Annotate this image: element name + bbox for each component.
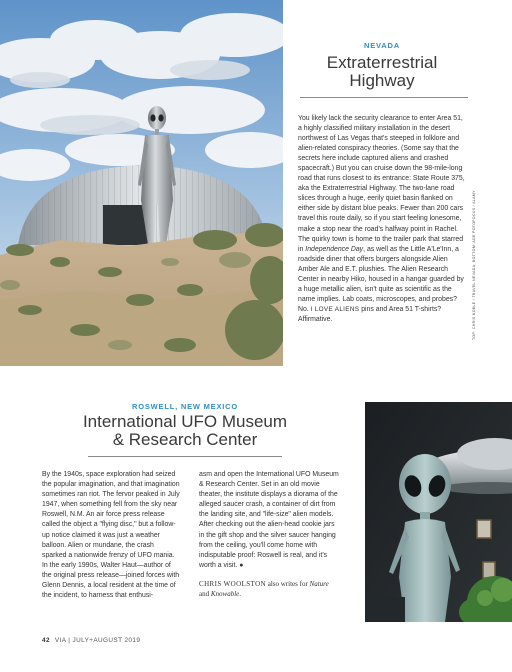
nevada-headline-line2: Highway <box>349 71 415 91</box>
roswell-headline <box>82 413 288 450</box>
author-note <box>199 579 339 599</box>
ufo-museum-alien-photo <box>365 402 512 622</box>
roswell-headline-line2: & Research Center <box>112 430 258 450</box>
roswell-body-column-2 <box>199 470 339 599</box>
nevada-body-part-1: You likely lack the security clearance to enter Area 51, a highly classified military installation in the desert northwest of Las Vegas that's steeped in folklore and alien-related conspiracy theories. (Some say that the secrets here include captured aliens and crashed spacecraft.) But you can cruise down the 98-mile-long road that runs closest to its entrance: State Route 375, aka the Extraterrestrial Highway. The two-lane road slices through a huge, eerily quiet basin flanked on either side by distant blue peaks. Fewer than 200 cars travel this route daily, so if you start feeling lonesome, make a stop near the road's halfway point in Rachel. The quirky town is home to the trailer park that starred in <box>298 115 465 253</box>
author-name: CHRIS WOOLSTON <box>199 579 266 588</box>
publication-issue: VIA | JULY+AUGUST 2019 <box>54 637 141 644</box>
page-number: 42 <box>42 637 50 644</box>
nevada-body-film-title: Independence Day <box>305 245 364 253</box>
nevada-body-part-2: , as well as the Little A'Le'Inn, a roadside diner that offers burgers alongside Alien Amber Ale and E.T. plushies. The Alien Research Center in nearby Hiko, housed in a hangar guarded by a huge metallic alien, isn't quite as scientific as the name implies. Lab coats, microscopes, and probes? No. <box>298 245 464 313</box>
nevada-kicker: NEVADA <box>364 41 400 50</box>
nevada-body-pin-text: I LOVE ALIENS <box>310 305 360 313</box>
author-note-period: . <box>239 589 241 598</box>
author-note-text: also writes for <box>266 579 310 588</box>
photo-credit: TOP: CHRIS NOBLE / TRAVEL NEVADA; BOTTOM: ADE POTOFOCUS / ALAMY <box>472 190 476 340</box>
nevada-headline <box>296 54 468 91</box>
author-pub-2: Knowable <box>210 589 240 598</box>
nevada-body-part-3: pins and Area 51 T-shirts? Affirmative. <box>298 305 442 323</box>
author-note-and: and <box>199 589 211 598</box>
roswell-headline-line1: International UFO Museum <box>82 412 288 431</box>
nevada-headline-line1: Extraterrestrial <box>326 53 438 72</box>
author-pub-1: Nature <box>309 579 329 588</box>
nevada-body-text <box>298 114 468 325</box>
roswell-divider <box>88 456 282 457</box>
roswell-body-column-2-text: asm and open the International UFO Museum & Research Center. Set in an old movie theater, the institute displays a diorama of the alleged saucer crash, a container of dirt from the landing site, and "life-size" alien models. After checking out the alien-head cookie jars in the gift shop and the silver saucer hanging from the ceiling, you'll come home with indisputable proof: Roswell is real, and it's worth a visit. ● <box>199 471 339 569</box>
nevada-divider <box>300 97 468 98</box>
roswell-kicker: ROSWELL, NEW MEXICO <box>131 402 239 411</box>
roswell-body-column-1: By the 1940s, space exploration had seized the popular imagination, and that imagination sometimes ran riot. The fervor peaked in July 1947, when something fell from the sky near Roswell, N.M. An air force press release called the object a "flying disc," but a follow-up notice claimed it was just a weather balloon. Alien or mundane, the crash sparked a nationwide frenzy of UFO mania. In the early 1990s, Walter Haut—author of the original press release—joined forces with Glenn Dennis, a local resident at the time of the incident, to harness that enthusi- <box>42 471 180 600</box>
page-footer <box>42 637 140 644</box>
area51-alien-photo <box>0 0 283 366</box>
